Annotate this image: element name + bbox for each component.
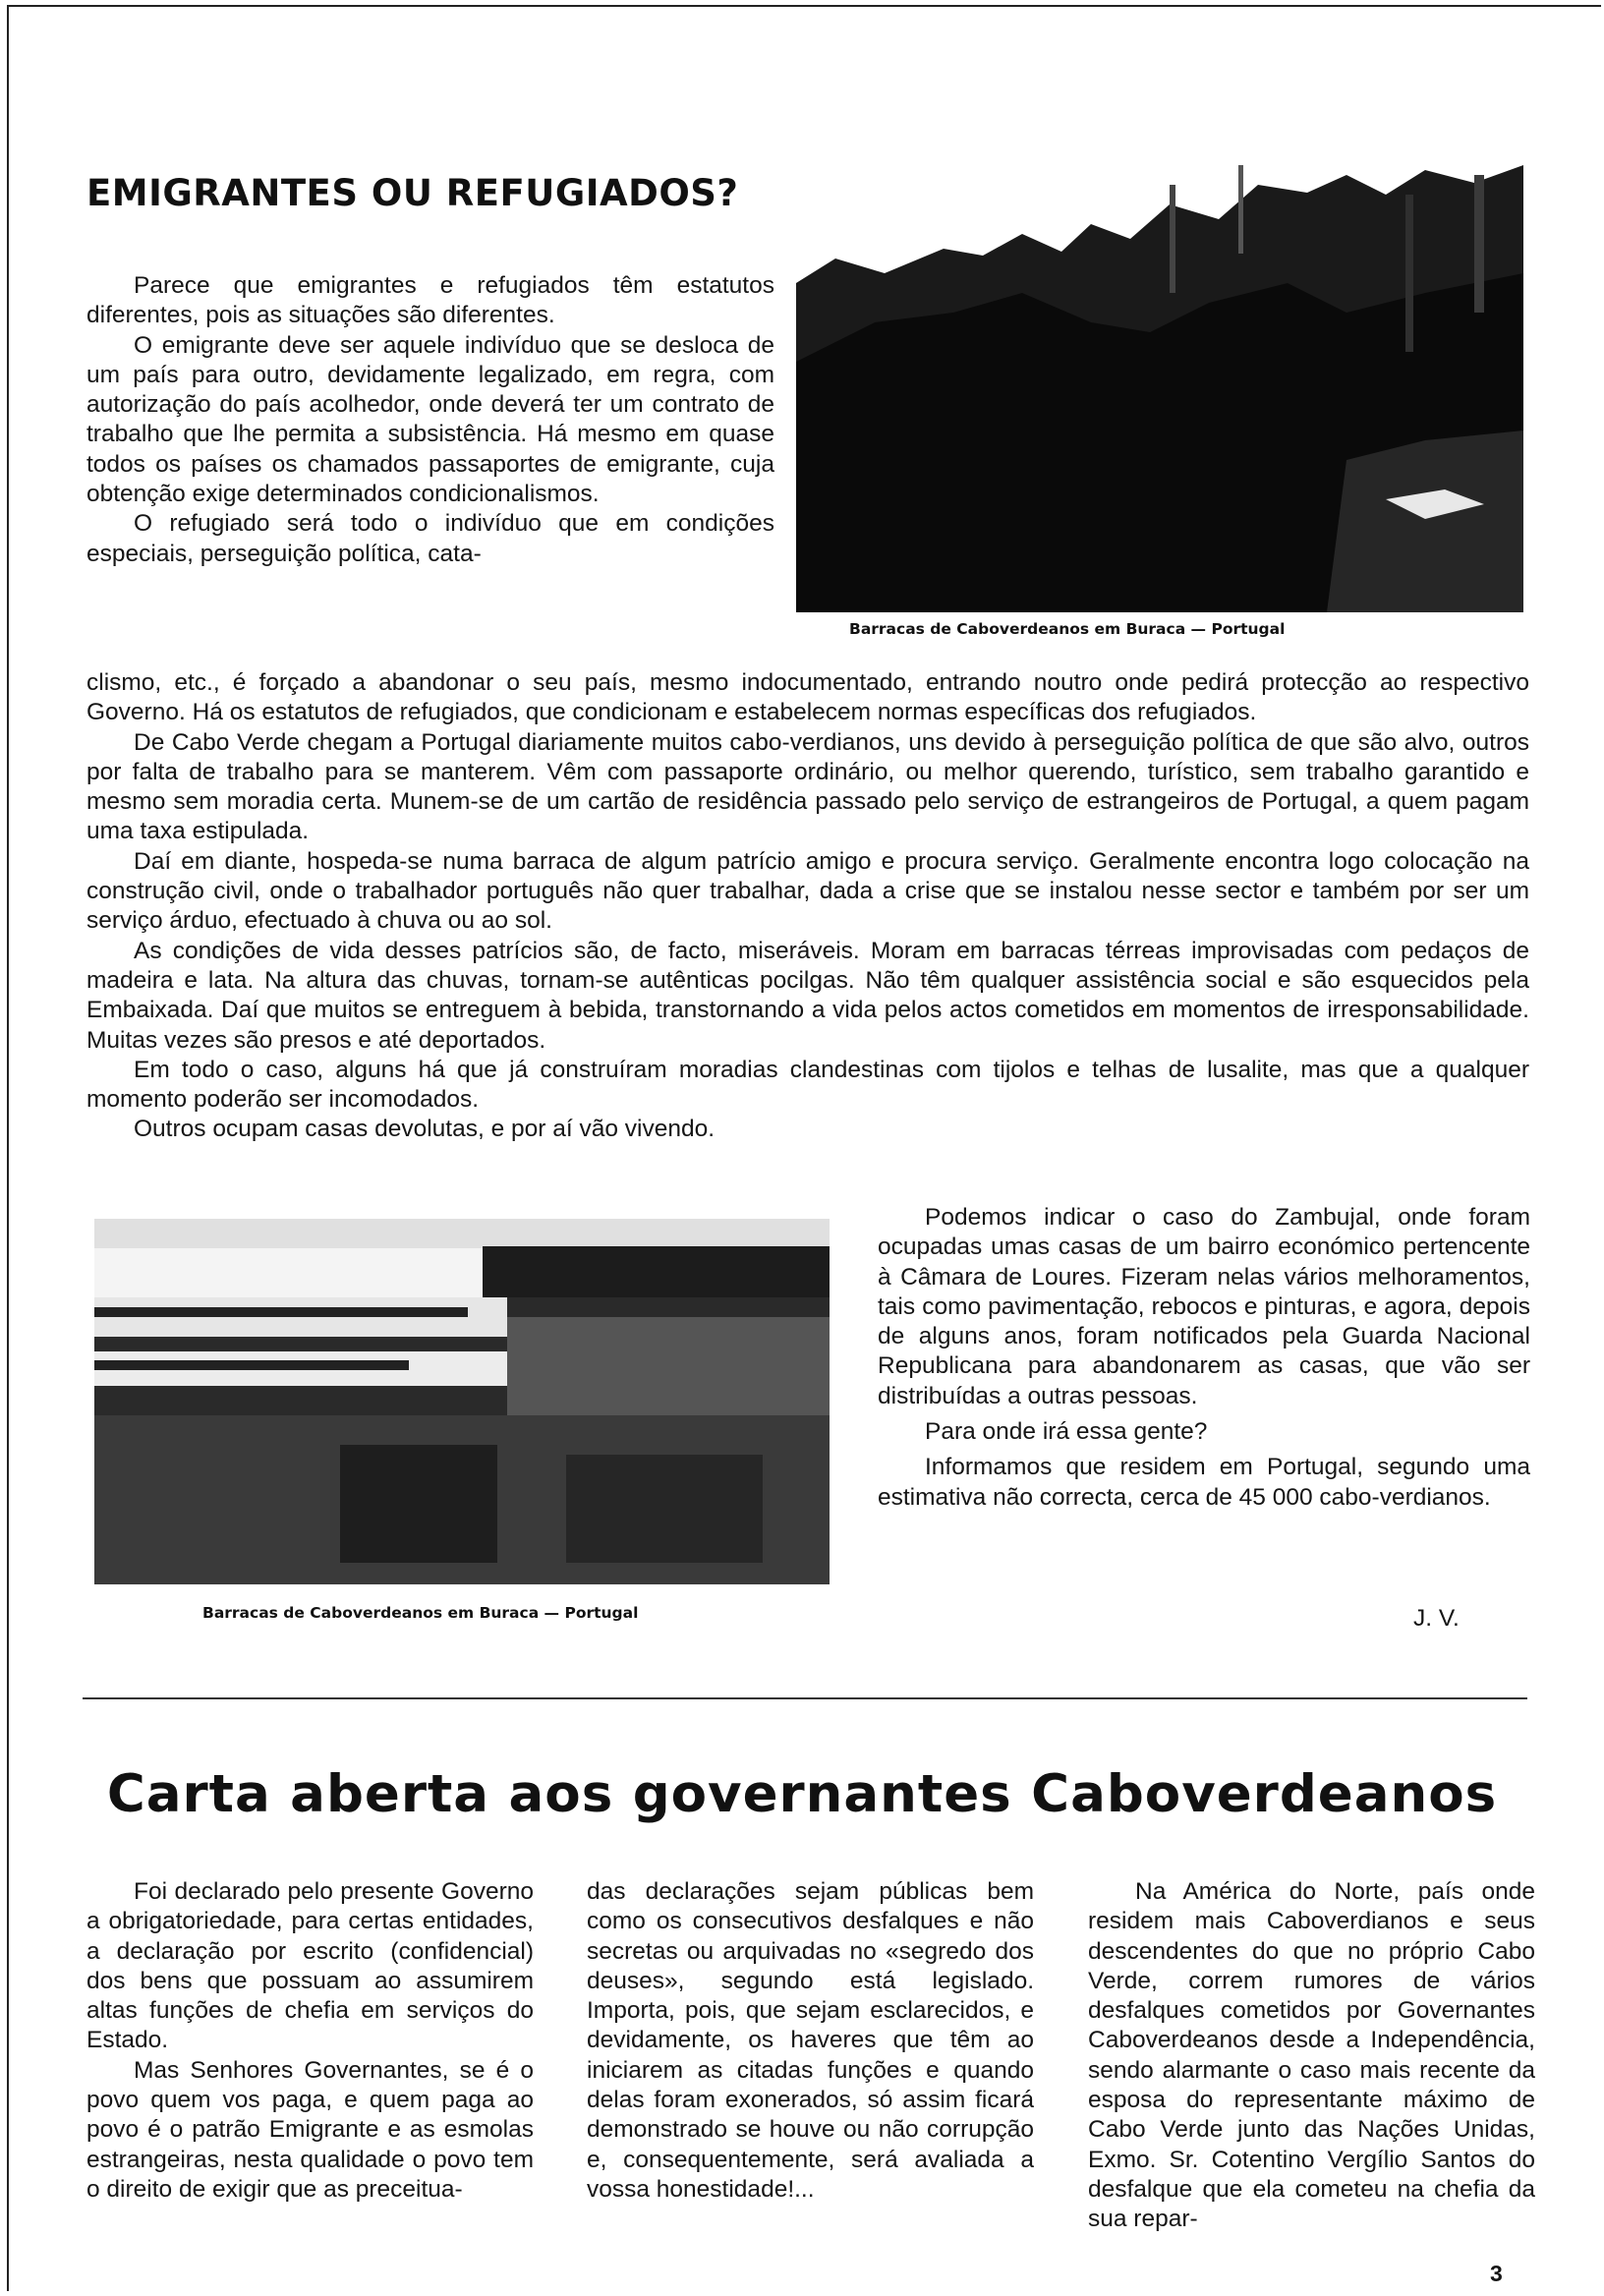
paragraph: Foi declarado pelo presente Governo a obrigatoriedade, para certas entidades, a declaração por escrito (confidencial) dos bens que possuam ao assumirem altas funções de chefia em serviços do Estado. [86, 1878, 534, 2054]
paragraph: das declarações sejam públicas bem como os consecutivos desfalques e não secretas ou arquivadas no «segredo dos deuses», segundo está legislado. Importa, pois, que sejam esclarecidos, e devidamente, os haveres que têm ao iniciarem as citadas funções e quando delas foram exonerados, só assim ficará demonstrado se houve ou não corrupção e, consequentemente, será avaliada a vossa honestidade!... [587, 1878, 1034, 2203]
paragraph: De Cabo Verde chegam a Portugal diariamente muitos cabo-verdianos, uns devido à perseguição política de que são alvo, outros por falta de trabalho para se manterem. Vêm com passaporte ordinário, ou melhor querendo, turístico, sem trabalho garantido e mesmo sem moradia certa. Munem-se de um cartão de residência passado pelo serviço de estrangeiros de Portugal, a quem pagam uma taxa estipulada. [86, 728, 1529, 845]
photo-caption: Barracas de Caboverdeanos em Buraca — Portugal [849, 620, 1286, 638]
text-column-2 [587, 1877, 1034, 2205]
paragraph: Daí em diante, hospeda-se numa barraca de algum patrício amigo e procura serviço. Geralmente encontra logo colocação na construção civil, onde o trabalhador português não quer trabalhar, dada a crise que se instalou nesse sector e também por ser um serviço árduo, efectuado à chuva ou ao sol. [86, 847, 1529, 935]
paragraph: Para onde irá essa gente? [925, 1418, 1208, 1446]
photo-shanties-1-image [796, 165, 1523, 612]
author-initials: J. V. [1413, 1605, 1460, 1632]
article-body-full-width [86, 668, 1529, 1145]
photo-shanties-2-image [94, 1219, 830, 1584]
article-headline: EMIGRANTES OU REFUGIADOS? [86, 172, 739, 214]
photo-shanties-1 [796, 165, 1523, 612]
paragraph: clismo, etc., é forçado a abandonar o seu país, mesmo indocumentado, entrando noutro onde pedirá protecção ao respectivo Governo. Há os estatutos de refugiados, que condicionam e estabelecem normas específicas dos refugiados. [86, 669, 1529, 726]
paragraph: O emigrante deve ser aquele indivíduo que se desloca de um país para outro, devidamente legalizado, em regra, com autorização do país acolhedor, onde deverá ter um contrato de trabalho que lhe permita a subsistência. Há mesmo em quase todos os países os chamados passaportes de emigrante, cuja obtenção exige determinados condicionalismos. [86, 331, 774, 508]
text-column-3 [1088, 1877, 1535, 2235]
page-number: 3 [1490, 2261, 1503, 2286]
paragraph: O refugiado será todo o indivíduo que em condições especiais, perseguição política, cata- [86, 510, 774, 567]
photo-shanties-2 [94, 1219, 830, 1584]
article-intro-column [86, 271, 774, 569]
article-headline: Carta aberta aos governantes Caboverdeanos [106, 1764, 1498, 1824]
text-column-1 [86, 1877, 534, 2205]
paragraph: As condições de vida desses patrícios são, de facto, miseráveis. Moram em barracas térreas improvisadas com pedaços de madeira e lata. Na altura das chuvas, tornam-se autênticas pocilgas. Não têm qualquer assistência social e são esquecidos pela Embaixada. Daí que muitos se entreguem à bebida, transtornando a vida pelos actos cometidos em momentos de irresponsabilidade. Muitas vezes são presos e até deportados. [86, 937, 1529, 1054]
paragraph: Mas Senhores Governantes, se é o povo quem vos paga, e quem paga ao povo é o patrão Emigrante e as esmolas estrangeiras, nesta qualidade o povo tem o direito de exigir que as preceitua- [86, 2056, 534, 2203]
paragraph: Na América do Norte, país onde residem mais Caboverdianos e seus descendentes do que no próprio Cabo Verde, correm rumores de vários desfalques cometidos por Governantes Caboverdeanos desde a Independência, sendo alarmante o caso mais recente da esposa do representante máximo de Cabo Verde junto das Nações Unidas, Exmo. Sr. Cotentino Vergílio Santos do desfalque que ela cometeu na chefia da sua repar- [1088, 1878, 1535, 2233]
section-divider [83, 1697, 1527, 1699]
paragraph: Outros ocupam casas devolutas, e por aí vão vivendo. [134, 1116, 716, 1143]
paragraph: Podemos indicar o caso do Zambujal, onde foram ocupadas umas casas de um bairro económico pertencente à Câmara de Loures. Fizeram nelas vários melhoramentos, tais como pavimentação, rebocos e pinturas, e agora, depois de alguns anos, foram notificados pela Guarda Nacional Republicana para abandonarem as casas, que vão ser distribuídas a outras pessoas. [878, 1204, 1530, 1409]
article-right-column [878, 1203, 1530, 1513]
paragraph: Em todo o caso, alguns há que já construíram moradias clandestinas com tijolos e telhas de lusalite, mas que a qualquer momento poderão ser incomodados. [86, 1056, 1529, 1114]
paragraph: Informamos que residem em Portugal, segundo uma estimativa não correcta, cerca de 45 000 cabo-verdianos. [878, 1454, 1530, 1511]
paragraph: Parece que emigrantes e refugiados têm estatutos diferentes, pois as situações são diferentes. [86, 272, 774, 329]
photo-caption: Barracas de Caboverdeanos em Buraca — Portugal [202, 1604, 639, 1622]
